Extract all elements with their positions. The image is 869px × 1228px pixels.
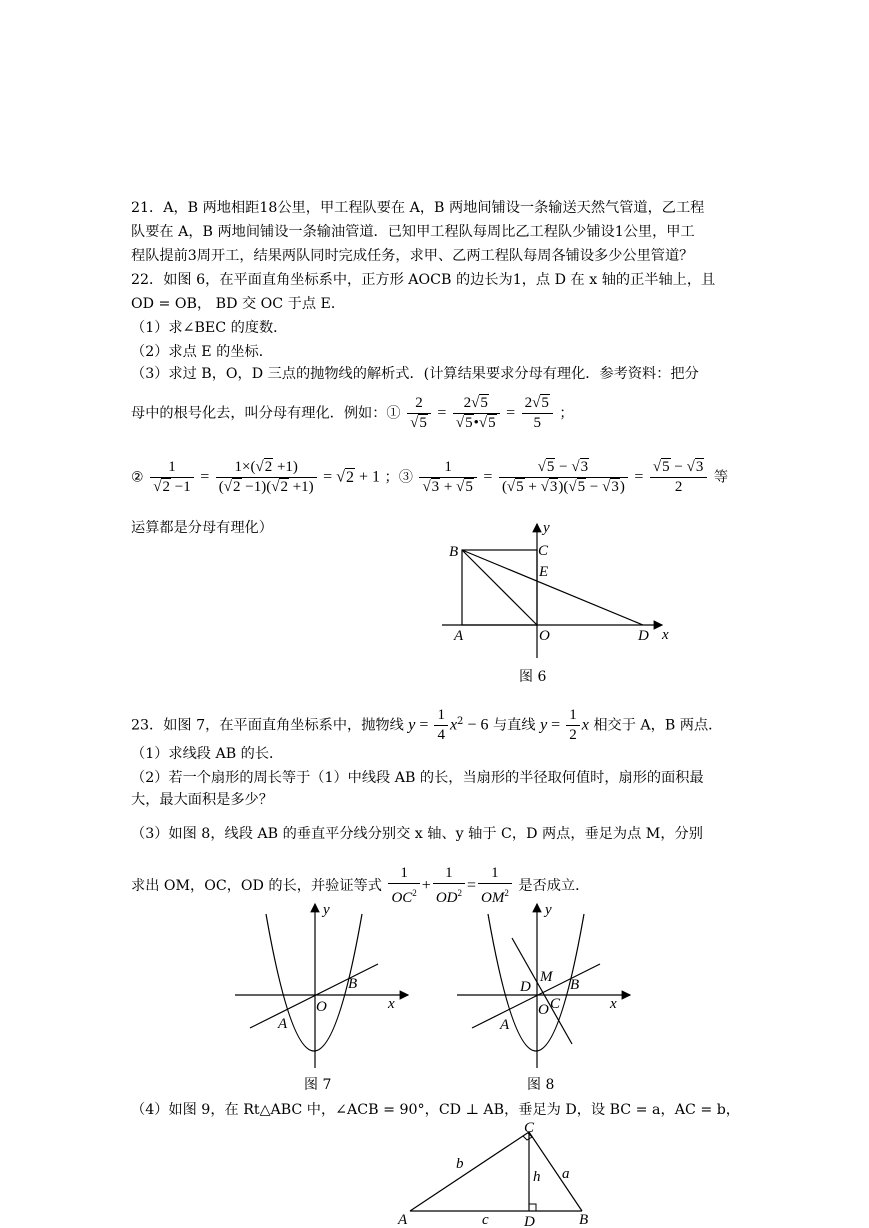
label-a-side: a <box>562 1166 570 1182</box>
label-c-side: c <box>482 1212 489 1228</box>
q22-example-2: ② $\frac{1}{√2 -1}$ = $\frac{1\times(√2 +1)}{(√2 -1)(√2 +1)}$ = √2 + 1 ；③ $\frac{1}{√3 + √5}$ = $\frac{√5 - √3}{(√5 + √3)(√5 - √3)}$ = $\frac{√5 - √3}{2}$ 等 <box>131 459 729 495</box>
label-x: x <box>388 996 395 1012</box>
q23-line-1a: 23．如图 7，在平面直角坐标系中，抛物线 <box>131 717 404 734</box>
math-fraction: $\frac{1}{OC^2}$ <box>388 864 419 908</box>
q22-part-3c: 运算都是分母有理化） <box>131 520 273 536</box>
label-d: D <box>638 628 649 644</box>
figure-7-caption: 图 7 <box>304 1077 332 1093</box>
math-fraction: $\frac{1}{OD^2}$ <box>433 864 465 908</box>
math-fraction: $\frac{2}{√5}$ <box>407 394 431 433</box>
label-a: A <box>278 1016 288 1032</box>
label-y: y <box>543 520 550 536</box>
label-b: B <box>348 976 358 992</box>
q23-line-1: 23．如图 7，在平面直角坐标系中，抛物线 y = $\frac{1}{4}$ $x^2 - 6$ 与直线 y = $\frac{1}{2}$ x 相交于 A，B 两点． <box>131 707 723 743</box>
q23-line-1c: 相交于 A，B 两点． <box>593 717 723 734</box>
line-ab <box>472 964 600 1028</box>
q22-example-sep: ；③ <box>384 469 413 486</box>
figure-6 <box>430 518 680 668</box>
math-fraction: $\frac{1}{2}$ <box>566 706 580 745</box>
q22-line-1: 22．如图 6，在平面直角坐标系中，正方形 AOCB 的边长为1，点 D 在 x 轴的正半轴上，且 <box>131 272 716 288</box>
label-a: A <box>454 628 464 644</box>
q23-part-3: （3）如图 8，线段 AB 的垂直平分线分别交 x 轴、y 轴于 C，D 两点，垂足为点 M，分别 <box>131 826 703 842</box>
q22-example-1-text: 母中的根号化去，叫分母有理化．例如：① <box>131 405 401 422</box>
label-b: B <box>449 544 459 560</box>
q22-example-end: 等 <box>713 469 729 486</box>
label-a: A <box>398 1212 408 1228</box>
label-x: x <box>662 627 669 643</box>
label-d: D <box>524 1214 535 1228</box>
label-m: M <box>540 969 553 985</box>
label-b: B <box>579 1212 589 1228</box>
figure-7 <box>228 898 418 1073</box>
math-fraction: $\frac{√5 - √3}{2}$ <box>650 458 707 497</box>
label-b-side: b <box>456 1156 464 1172</box>
label-o: O <box>539 628 550 644</box>
line <box>250 964 378 1028</box>
label-c: C <box>524 1120 535 1136</box>
label-d: D <box>520 979 531 995</box>
right-angle-d <box>529 1204 536 1211</box>
math-fraction: $\frac{1}{4}$ <box>434 706 448 745</box>
math-fraction: $\frac{1}{OM^2}$ <box>478 864 512 908</box>
label-y: y <box>323 902 330 918</box>
q23-part-3b: 求出 OM，OC，OD 的长，并验证等式 $\frac{1}{OC^2}$ + $\frac{1}{OD^2}$ = $\frac{1}{OM^2}$ 是否成立． <box>131 865 590 906</box>
q23-part-2: （2）若一个扇形的周长等于（1）中线段 AB 的长，当扇形的半径取何值时，扇形的面积最 <box>131 770 704 786</box>
q22-part-2: （2）求点 E 的坐标． <box>131 344 273 360</box>
q22-example-1: 母中的根号化去，叫分母有理化．例如：① $\frac{2}{√5}$ = $\frac{2√5}{√5•√5}$ = $\frac{2√5}{5}$ ； <box>131 395 574 431</box>
q23-part-2b: 大，最大面积是多少？ <box>131 792 273 808</box>
side-ac <box>410 1132 529 1211</box>
label-h: h <box>533 1169 541 1185</box>
label-y: y <box>545 902 552 918</box>
figure-9 <box>396 1118 596 1228</box>
label-e: E <box>539 564 549 580</box>
math-fraction: $\frac{1}{√3 + √5}$ <box>419 458 476 497</box>
q23-line-1b: 与直线 <box>492 717 536 734</box>
q23-part-1: （1）求线段 AB 的长． <box>131 746 284 762</box>
q23-part-3b-text: 求出 OM，OC，OD 的长，并验证等式 <box>131 878 382 894</box>
math-fraction: $\frac{2√5}{5}$ <box>522 394 553 433</box>
q21-line-1: 21．A，B 两地相距18公里，甲工程队要在 A，B 两地间铺设一条输送天然气管道，乙工程 <box>131 200 705 216</box>
figure-8-caption: 图 8 <box>527 1077 555 1093</box>
math-fraction: $\frac{1\times(√2 +1)}{(√2 -1)(√2 +1)}$ <box>216 458 317 497</box>
q22-example-2-prefix: ② <box>131 469 144 486</box>
math-fraction: $\frac{1}{√2 -1}$ <box>150 458 193 497</box>
label-c: C <box>538 543 549 559</box>
q23-part-3b-end: 是否成立． <box>518 878 590 894</box>
segment-bo <box>462 550 537 625</box>
label-c: C <box>550 996 561 1012</box>
label-o: O <box>316 999 327 1015</box>
math-fraction: $\frac{√5 - √3}{(√5 + √3)(√5 - √3)}$ <box>499 458 628 497</box>
math-fraction: $\frac{2√5}{√5•√5}$ <box>453 394 500 433</box>
q22-line-2: OD = OB， BD 交 OC 于点 E． <box>131 296 346 312</box>
q21-line-3: 程队提前3周开工，结果两队同时完成任务，求甲、乙两工程队每周各铺设多少公里管道？ <box>131 248 694 264</box>
segment-bd <box>462 550 643 625</box>
q21-line-2: 队要在 A，B 两地间铺设一条输油管道．已知甲工程队每周比乙工程队少铺设1公里，甲工 <box>131 224 695 240</box>
label-o: O <box>538 1002 549 1018</box>
label-x: x <box>610 996 617 1012</box>
q22-part-3: （3）求过 B，O，D 三点的抛物线的解析式．(计算结果要求分母有理化．参考资料：把分 <box>131 366 699 382</box>
q22-part-1: （1）求∠BEC 的度数． <box>131 320 288 336</box>
figure-8 <box>450 898 640 1073</box>
figure-6-caption: 图 6 <box>519 669 547 685</box>
label-a: A <box>500 1017 510 1033</box>
q23-part-4: （4）如图 9，在 Rt△ABC 中，∠ACB = 90°，CD ⊥ AB，垂足为 D，设 BC = a，AC = b， <box>131 1102 740 1118</box>
label-b: B <box>570 977 580 993</box>
